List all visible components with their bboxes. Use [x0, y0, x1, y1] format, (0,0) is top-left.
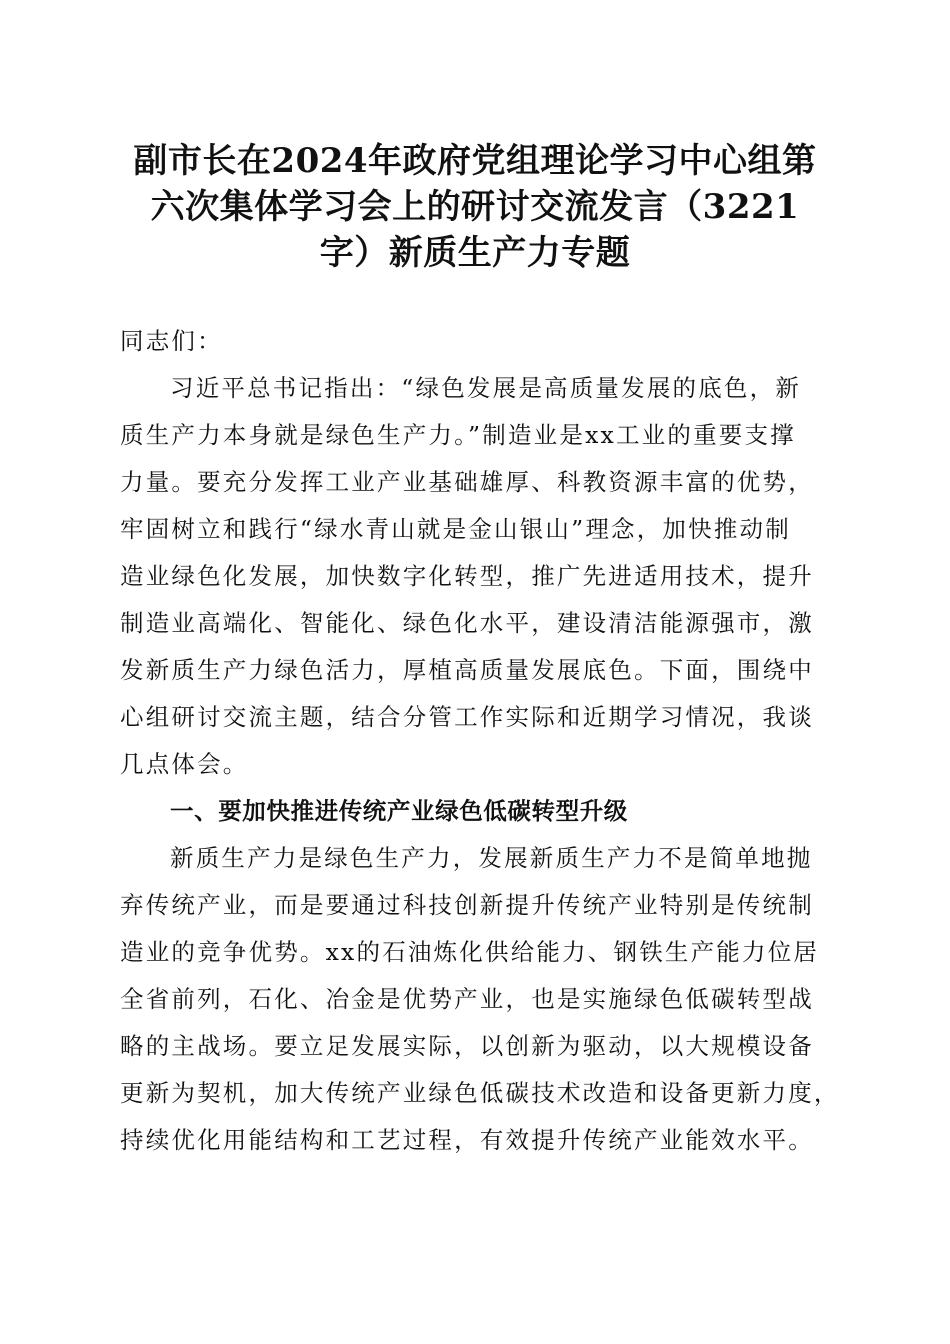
paragraph-line: 更新为契机，加大传统产业绿色低碳技术改造和设备更新力度， — [120, 1079, 840, 1107]
paragraph-section1 — [120, 835, 840, 1164]
document-title — [110, 138, 840, 276]
paragraph-line: 略的主战场。要立足发展实际，以创新为驱动，以大规模设备 — [120, 1032, 814, 1060]
paragraph-line: 全省前列，石化、冶金是优势产业，也是实施绿色低碳转型战 — [120, 985, 814, 1013]
paragraph-line: 几点体会。 — [120, 750, 249, 778]
paragraph-line: 质生产力本身就是绿色生产力。”制造业是xx工业的重要支撑 — [120, 421, 796, 449]
document-body — [120, 318, 840, 1164]
salutation: 同志们： — [120, 327, 223, 355]
paragraph-intro — [120, 365, 840, 788]
paragraph-line: 习近平总书记指出：“绿色发展是高质量发展的底色，新 — [170, 374, 802, 402]
paragraph-line: 新质生产力是绿色生产力，发展新质生产力不是简单地抛 — [170, 844, 813, 872]
paragraph-line: 持续优化用能结构和工艺过程，有效提升传统产业能效水平。 — [120, 1126, 814, 1154]
paragraph-line: 牢固树立和践行“绿水青山就是金山银山”理念，加快推动制 — [120, 515, 791, 543]
paragraph-line: 造业绿色化发展，加快数字化转型，推广先进适用技术，提升 — [120, 562, 814, 590]
paragraph-line: 发新质生产力绿色活力，厚植高质量发展底色。下面，围绕中 — [120, 656, 814, 684]
paragraph-line: 弃传统产业，而是要通过科技创新提升传统产业特别是传统制 — [120, 891, 814, 919]
title-line: 字）新质生产力专题 — [319, 233, 631, 273]
section-heading: 一、要加快推进传统产业绿色低碳转型升级 — [170, 797, 628, 825]
paragraph-line: 心组研讨交流主题，结合分管工作实际和近期学习情况，我谈 — [120, 703, 814, 731]
paragraph-line: 造业的竞争优势。xx的石油炼化供给能力、钢铁生产能力位居 — [120, 938, 820, 966]
title-line: 副市长在2024年政府党组理论学习中心组第 — [133, 141, 817, 181]
paragraph-line: 制造业高端化、智能化、绿色化水平，建设清洁能源强市，激 — [120, 609, 814, 637]
title-line: 六次集体学习会上的研讨交流发言（3221 — [150, 187, 800, 227]
paragraph-line: 力量。要充分发挥工业产业基础雄厚、科教资源丰富的优势， — [120, 468, 814, 496]
